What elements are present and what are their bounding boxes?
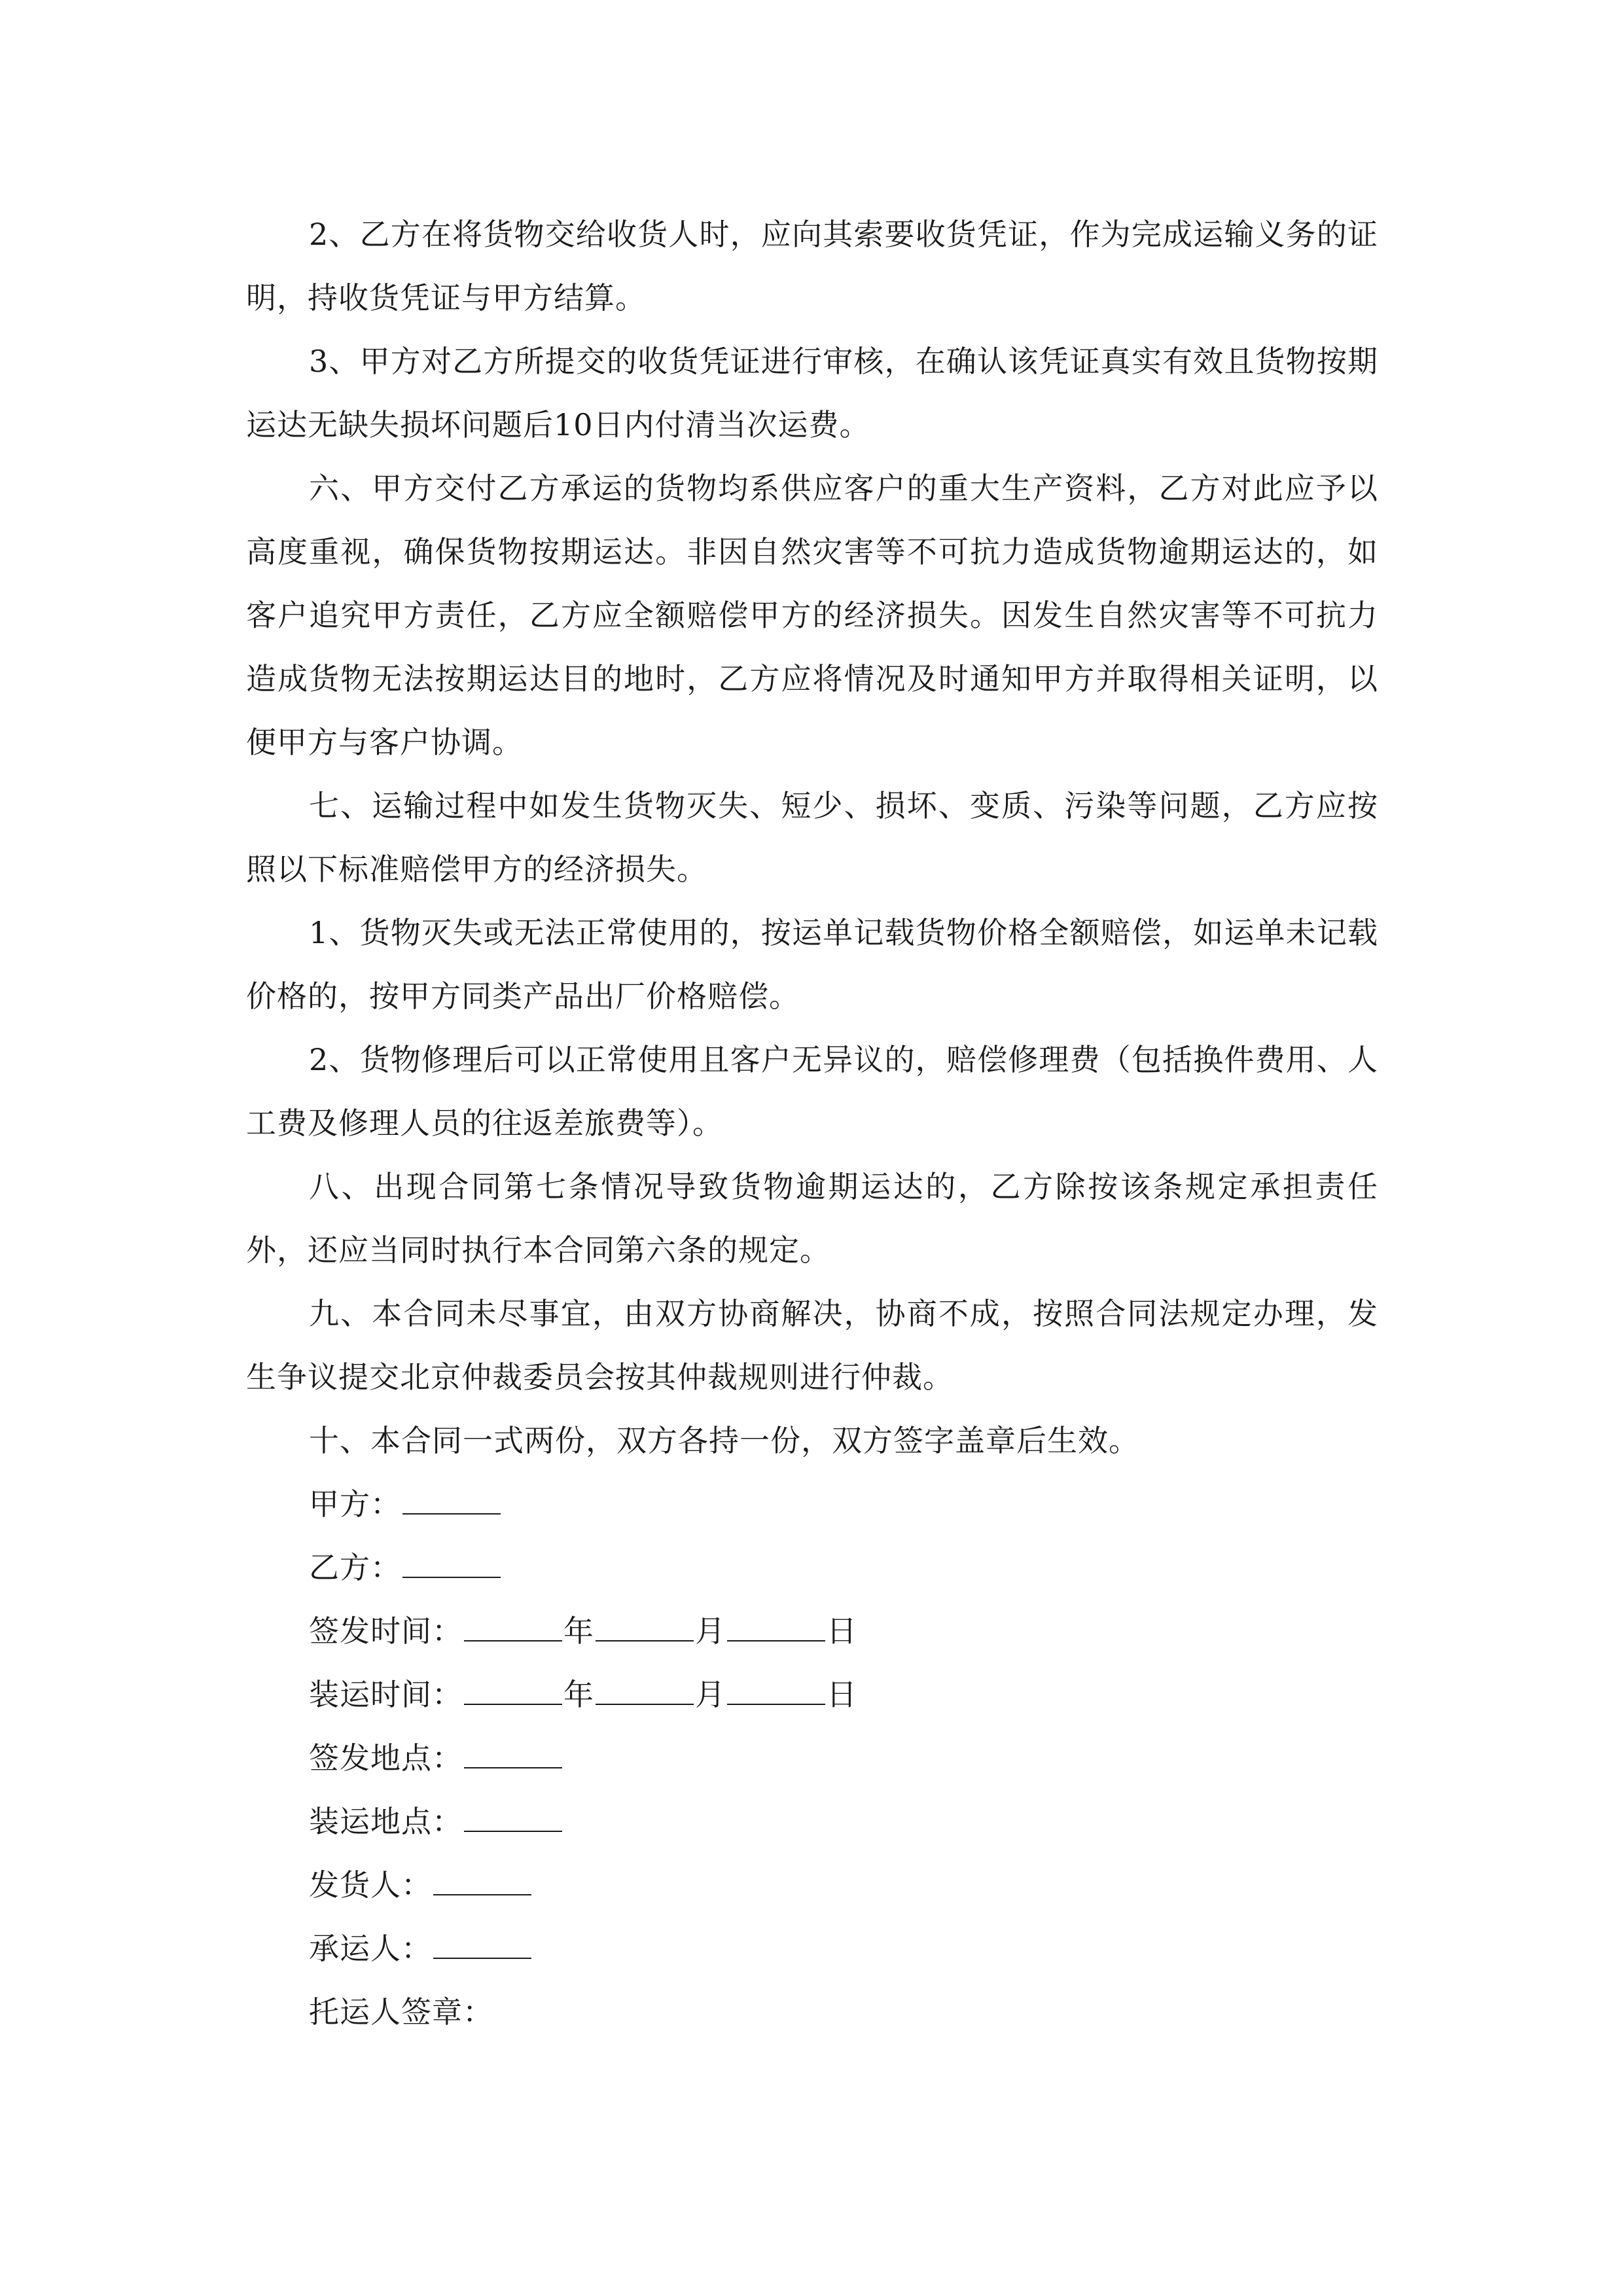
document-page: [246, 203, 1378, 2044]
clause-paragraph: 1、货物灭失或无法正常使用的，按运单记载货物价格全额赔偿，如运单未记载价格的，按甲方同类产品出厂价格赔偿。: [246, 915, 1378, 1014]
year-label: 年: [563, 1613, 594, 1649]
party-a-label: 甲方：: [309, 1486, 401, 1522]
party-a-blank: [402, 1483, 501, 1515]
clause-paragraph: 八、出现合同第七条情况导致货物逾期运达的，乙方除按该条规定承担责任外，还应当同时执行本合同第六条的规定。: [246, 1169, 1378, 1268]
issue-place-label: 签发地点：: [309, 1740, 463, 1776]
party-b-line: [309, 1536, 1378, 1600]
shipper-blank: [433, 1864, 531, 1895]
load-time-line: [309, 1663, 1378, 1727]
consignor-seal-label: 托运人签章：: [309, 1994, 493, 2030]
load-day-blank: [727, 1674, 825, 1705]
issue-time-label: 签发时间：: [309, 1613, 463, 1649]
issue-place-line: [309, 1727, 1378, 1790]
consignor-seal-line: [309, 1981, 1378, 2044]
load-place-line: [309, 1790, 1378, 1854]
month-label: 月: [695, 1613, 726, 1649]
issue-year-blank: [464, 1610, 562, 1641]
party-b-label: 乙方：: [309, 1550, 401, 1585]
load-month-blank: [596, 1674, 694, 1705]
carrier-label: 承运人：: [309, 1931, 432, 1966]
clause-paragraph: 2、乙方在将货物交给收货人时，应向其索要收货凭证，作为完成运输义务的证明，持收货凭证与甲方结算。: [246, 217, 1378, 315]
shipper-label: 发货人：: [309, 1867, 432, 1903]
party-a-line: [309, 1473, 1378, 1536]
clause-paragraph: 3、甲方对乙方所提交的收货凭证进行审核，在确认该凭证真实有效且货物按期运达无缺失损坏问题后10日内付清当次运费。: [246, 344, 1378, 442]
party-b-blank: [402, 1547, 501, 1578]
issue-month-blank: [596, 1610, 694, 1641]
year-label: 年: [563, 1677, 594, 1712]
shipper-line: [309, 1854, 1378, 1917]
carrier-blank: [433, 1928, 531, 1959]
load-place-blank: [464, 1801, 562, 1832]
load-time-label: 装运时间：: [309, 1677, 463, 1712]
month-label: 月: [695, 1677, 726, 1712]
clause-paragraph: 2、货物修理后可以正常使用且客户无异议的，赔偿修理费（包括换件费用、人工费及修理人员的往返差旅费等）。: [246, 1042, 1378, 1141]
clause-paragraph: 十、本合同一式两份，双方各持一份，双方签字盖章后生效。: [309, 1423, 1139, 1458]
issue-time-line: [309, 1600, 1378, 1663]
clause-paragraph: 七、运输过程中如发生货物灭失、短少、损坏、变质、污染等问题，乙方应按照以下标准赔偿甲方的经济损失。: [246, 788, 1378, 887]
carrier-line: [309, 1917, 1378, 1981]
signature-block: [246, 1473, 1378, 2044]
load-place-label: 装运地点：: [309, 1804, 463, 1839]
clause-paragraph: 六、甲方交付乙方承运的货物均系供应客户的重大生产资料，乙方对此应予以高度重视，确保货物按期运达。非因自然灾害等不可抗力造成货物逾期运达的，如客户追究甲方责任，乙方应全额赔偿甲方的经济损失。因发生自然灾害等不可抗力造成货物无法按期运达目的地时，乙方应将情况及时通知甲方并取得相关证明，以便甲方与客户协调。: [246, 471, 1378, 760]
load-year-blank: [464, 1674, 562, 1705]
day-label: 日: [827, 1613, 857, 1649]
day-label: 日: [827, 1677, 857, 1712]
issue-day-blank: [727, 1610, 825, 1641]
issue-place-blank: [464, 1737, 562, 1768]
clause-paragraph: 九、本合同未尽事宜，由双方协商解决，协商不成，按照合同法规定办理，发生争议提交北京仲裁委员会按其仲裁规则进行仲裁。: [246, 1296, 1378, 1395]
